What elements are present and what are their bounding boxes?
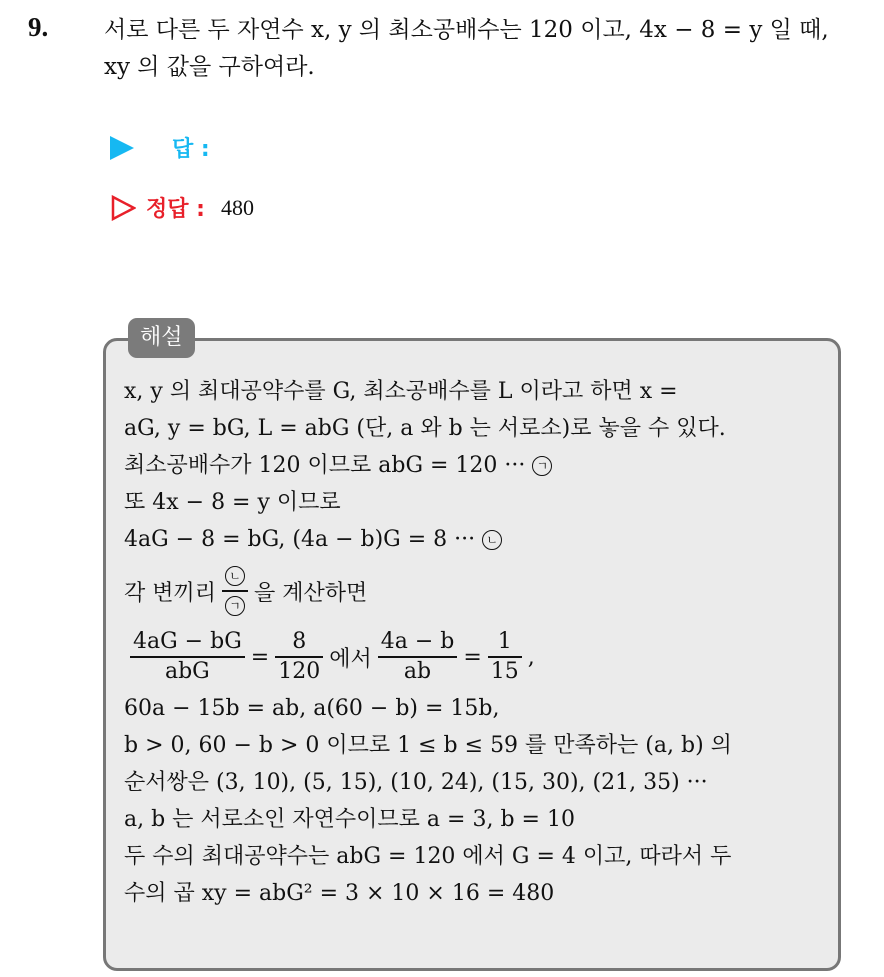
- solution-text: 4aG − 8 = bG, (4a − b)G = 8 ···: [124, 527, 476, 552]
- equals-sign: =: [463, 644, 482, 670]
- fraction-marks: [222, 562, 248, 620]
- solution-line: a, b 는 서로소인 자연수이므로 a = 3, b = 10: [124, 807, 575, 832]
- answer-row: [110, 132, 210, 163]
- fraction-numerator: 8: [292, 629, 307, 654]
- equals-sign: =: [250, 644, 270, 670]
- solution-line: 두 수의 최대공약수는 abG = 120 에서 G = 4 이고, 따라서 두: [124, 844, 732, 869]
- solution-text: 각 변끼리: [124, 580, 217, 606]
- solution-line: 60a − 15b = ab, a(60 − b) = 15b,: [124, 696, 500, 721]
- solution-text: 을 계산하면: [254, 580, 368, 606]
- circled-nieun: ㄴ: [482, 530, 502, 550]
- fraction: [378, 628, 458, 686]
- outline-triangle-icon: [110, 195, 136, 221]
- solution-line: 순서쌍은 (3, 10), (5, 15), (10, 24), (15, 30), (21, 35) ···: [124, 770, 708, 795]
- circled-giyeok: ㄱ: [532, 456, 552, 476]
- solution-line: [124, 558, 829, 624]
- question-text: [104, 12, 864, 86]
- correct-answer-label: 정답 :: [146, 197, 205, 222]
- correct-answer-row: [110, 192, 254, 223]
- fraction-denominator: 15: [490, 659, 519, 684]
- fraction: [130, 628, 245, 686]
- solution-line: x, y 의 최대공약수를 G, 최소공배수를 L 이라고 하면 x =: [124, 379, 678, 404]
- solution-tag: 해설: [128, 318, 195, 358]
- question-line-2: xy 의 값을 구하여라.: [104, 54, 315, 80]
- solution-line: [124, 447, 829, 484]
- solution-line: b > 0, 60 − b > 0 이므로 1 ≤ b ≤ 59 를 만족하는 (a, b) 의: [124, 733, 732, 758]
- question-line-1: 서로 다른 두 자연수 x, y 의 최소공배수는 120 이고, 4x − 8 = y 일 때,: [104, 17, 829, 43]
- solution-line: aG, y = bG, L = abG (단, a 와 b 는 서로소)로 놓을 수 있다.: [124, 416, 726, 441]
- answer-label: 답 :: [172, 137, 210, 162]
- solution-line: 또 4x − 8 = y 이므로: [124, 490, 341, 515]
- solution-text: ,: [527, 644, 535, 670]
- fraction-denominator: abG: [164, 659, 210, 684]
- fraction-numerator: 4aG − bG: [133, 629, 242, 654]
- fraction-denominator: 120: [278, 659, 321, 684]
- fraction: [488, 628, 522, 686]
- solution-line: 수의 곱 xy = abG² = 3 × 10 × 16 = 480: [124, 881, 555, 906]
- solution-text: 최소공배수가 120 이므로 abG = 120 ···: [124, 453, 526, 478]
- fraction: [275, 628, 323, 686]
- fraction-numerator: 4a − b: [380, 629, 455, 654]
- play-triangle-icon: [110, 136, 134, 160]
- correct-answer-value: 480: [220, 194, 254, 220]
- solution-line: [124, 624, 829, 690]
- solution-body: [124, 373, 829, 912]
- circled-giyeok: ㄱ: [225, 596, 245, 616]
- circled-nieun: ㄴ: [225, 566, 245, 586]
- fraction-numerator: 1: [497, 629, 512, 654]
- solution-line: [124, 521, 829, 558]
- solution-text: 에서: [329, 646, 372, 672]
- fraction-denominator: ab: [403, 659, 432, 684]
- question-number: 9.: [28, 12, 49, 42]
